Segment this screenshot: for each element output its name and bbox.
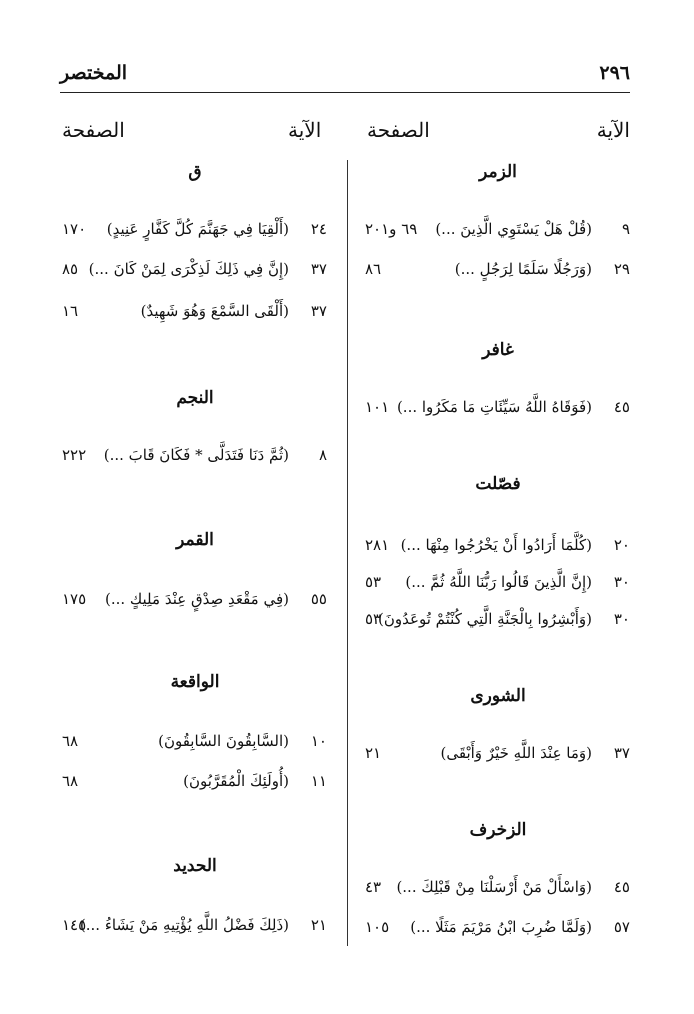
index-row <box>365 398 630 426</box>
surah-title-hadid: الحديد <box>173 856 217 876</box>
page-ref: ٢٢٢ <box>62 446 87 464</box>
ayah-text: (ذَلِكَ فَضْلُ اللَّهِ يُؤْتِيهِ مَنْ يَشَاءُ ...) <box>79 916 289 934</box>
ayah-number: ٣٠ <box>613 573 630 591</box>
page-ref: ٢٨١ <box>365 536 390 554</box>
ayah-text: (وَاسْأَلْ مَنْ أَرْسَلْنَا مِنْ قَبْلِكَ ...) <box>396 878 592 896</box>
index-row <box>365 573 630 601</box>
page-ref: ٤٣ <box>365 878 382 896</box>
surah-title-qaf: ق <box>188 162 202 182</box>
index-row <box>365 878 630 906</box>
surah-title-zumar: الزمر <box>479 162 517 182</box>
ayah-text: (فِي مَقْعَدِ صِدْقٍ عِنْدَ مَلِيكٍ ...) <box>104 590 289 608</box>
ayah-number: ٢٤ <box>310 220 327 238</box>
right-page-header: الصفحة <box>367 118 430 142</box>
ayah-number: ٢٠ <box>613 536 630 554</box>
column-divider <box>347 160 348 946</box>
index-row <box>365 536 630 564</box>
ayah-text: (كُلَّمَا أَرَادُوا أَنْ يَخْرُجُوا مِنْهَا ...) <box>400 536 592 554</box>
ayah-text: (إِنَّ الَّذِينَ قَالُوا رَبُّنَا اللَّهُ ثُمَّ ...) <box>405 573 592 591</box>
surah-title-zukhruf: الزخرف <box>469 820 527 840</box>
page-ref: ٥٣ <box>365 610 382 628</box>
index-row <box>62 772 327 800</box>
ayah-number: ٨ <box>318 446 327 464</box>
ayah-number: ٣٧ <box>613 744 630 762</box>
ayah-text: (السَّابِقُونَ السَّابِقُونَ) <box>158 732 289 750</box>
ayah-text: (أَلْقِيَا فِي جَهَنَّمَ كُلَّ كَفَّارٍ عَنِيدٍ) <box>106 220 289 238</box>
index-row <box>62 590 327 618</box>
ayah-text: (وَمَا عِنْدَ اللَّهِ خَيْرٌ وَأَبْقَى) <box>440 744 592 762</box>
index-row <box>365 918 630 946</box>
index-row <box>62 732 327 760</box>
surah-title-fussilat: فصّلت <box>475 474 521 494</box>
ayah-number: ٢١ <box>310 916 327 934</box>
page-ref: ٥٣ <box>365 573 382 591</box>
page-ref: ١٠٥ <box>365 918 390 936</box>
left-page-header: الصفحة <box>62 118 125 142</box>
ayah-number: ٤٥ <box>613 398 630 416</box>
page-ref: ٦٨ <box>62 772 79 790</box>
page-ref: ٨٥ <box>62 260 79 278</box>
ayah-text: (ثُمَّ دَنَا فَتَدَلَّى * فَكَانَ قَابَ ...) <box>103 446 289 464</box>
surah-title-waqiah: الواقعة <box>170 672 220 692</box>
ayah-text: (قُلْ هَلْ يَسْتَوِي الَّذِينَ ...) <box>435 220 592 238</box>
ayah-number: ٩ <box>621 220 630 238</box>
ayah-text: (وَرَجُلًا سَلَمًا لِرَجُلٍ ...) <box>454 260 592 278</box>
index-row <box>62 220 327 248</box>
ayah-text: (إِنَّ فِي ذَلِكَ لَذِكْرَى لِمَنْ كَانَ ...) <box>88 260 289 278</box>
ayah-number: ٤٥ <box>613 878 630 896</box>
ayah-text: (فَوَقَاهُ اللَّهُ سَيِّئَاتِ مَا مَكَرُوا ...) <box>396 398 592 416</box>
ayah-number: ١١ <box>310 772 327 790</box>
page-ref: ٨٦ <box>365 260 382 278</box>
ayah-number: ٣٧ <box>310 260 327 278</box>
surah-title-ghafir: غافر <box>482 340 514 360</box>
ayah-text: (وَأَبْشِرُوا بِالْجَنَّةِ الَّتِي كُنْتُمْ تُوعَدُونَ) <box>378 610 592 628</box>
index-row <box>365 220 630 248</box>
index-row <box>365 260 630 288</box>
ayah-number: ٥٥ <box>310 590 327 608</box>
book-title: المختصر <box>60 62 128 84</box>
right-ayah-header: الآية <box>596 118 630 142</box>
ayah-number: ٢٩ <box>613 260 630 278</box>
ayah-number: ٣٧ <box>310 302 327 320</box>
ayah-text: (وَلَمَّا ضُرِبَ ابْنُ مَرْيَمَ مَثَلًا ...) <box>410 918 592 936</box>
ayah-text: (أَلْقَى السَّمْعَ وَهُوَ شَهِيدٌ) <box>140 302 289 320</box>
index-row <box>62 916 327 944</box>
surah-title-najm: النجم <box>176 388 214 408</box>
ayah-number: ٥٧ <box>613 918 630 936</box>
left-ayah-header: الآية <box>288 118 322 142</box>
page-ref: ٦٨ <box>62 732 79 750</box>
surah-title-qamar: القمر <box>176 530 214 550</box>
page-ref: ١٤٥ <box>62 916 87 934</box>
page-ref: ٢١ <box>365 744 382 762</box>
page-ref: ١٠١ <box>365 398 390 416</box>
page-ref: ١٦ <box>62 302 79 320</box>
page-ref: ٦٩ و٢٠١ <box>365 220 418 238</box>
index-row <box>365 610 630 638</box>
header-rule <box>60 92 630 93</box>
ayah-number: ٣٠ <box>613 610 630 628</box>
page-number: ٢٩٦ <box>599 62 630 84</box>
index-row <box>62 446 327 474</box>
ayah-text: (أُولَئِكَ الْمُقَرَّبُونَ) <box>183 772 289 790</box>
page-ref: ١٧٥ <box>62 590 87 608</box>
index-row <box>62 260 327 288</box>
index-row <box>62 302 327 330</box>
surah-title-shura: الشورى <box>470 686 526 706</box>
index-row <box>365 744 630 772</box>
ayah-number: ١٠ <box>310 732 327 750</box>
page-ref: ١٧٠ <box>62 220 87 238</box>
